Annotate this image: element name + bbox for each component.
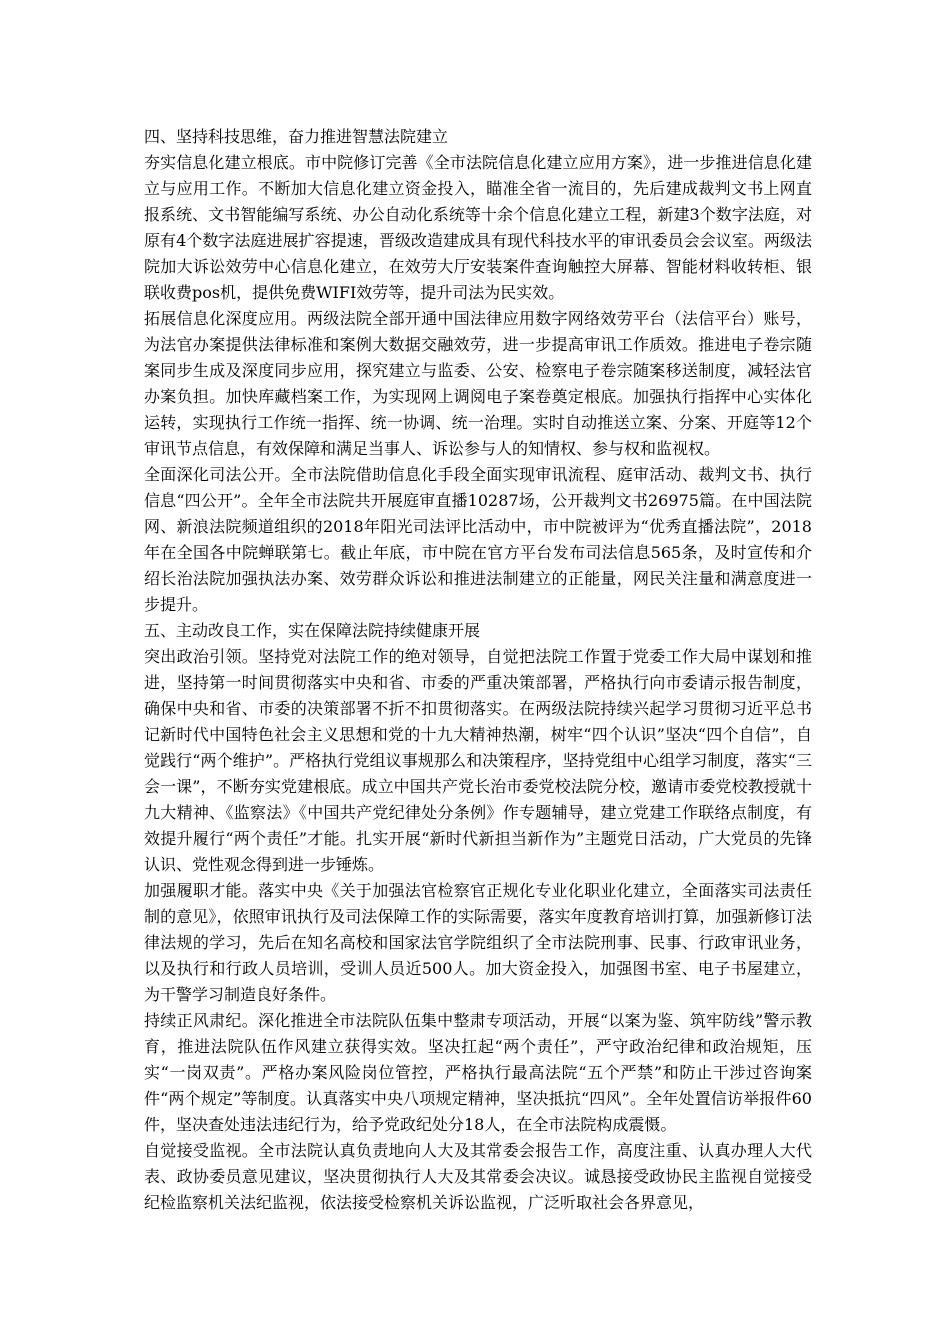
paragraph: 突出政治引领。坚持党对法院工作的绝对领导，自觉把法院工作置于党委工作大局中谋划和推进，坚持第一时间贯彻落实中央和省、市委的严重决策部署，严格执行向市委请示报告制度，确保中央和省、市委的决策部署不折不扣贯彻落实。在两级法院持续兴起学习贯彻习近平总书记新时代中国特色社会主义思想和党的十九大精神热潮，树牢“四个认识”坚决“四个自信”，自觉践行“两个维护”。严格执行党组议事规那么和决策程序，坚持党组中心组学习制度，落实“三会一课”，不断夯实党建根底。成立中国共产党长治市委党校法院分校，邀请市委党校教授就十九大精神、《监察法》《中国共产党纪律处分条例》作专题辅导，建立党建工作联络点制度，有效提升履行“两个责任”才能。扎实开展“新时代新担当新作为”主题党日活动，广大党员的先锋认识、党性观念得到进一步锤炼。 <box>144 647 812 874</box>
document-body <box>144 124 812 1216</box>
paragraph: 夯实信息化建立根底。市中院修订完善《全市法院信息化建立应用方案》，进一步推进信息化建立与应用工作。不断加大信息化建立资金投入，瞄准全省一流目的，先后建成裁判文书上网直报系统、文书智能编写系统、办公自动化系统等十余个信息化建立工程，新建3个数字法庭，对原有4个数字法庭进展扩容提速，晋级改造建成具有现代科技水平的审讯委员会会议室。两级法院加大诉讼效劳中心信息化建立，在效劳大厅安装案件查询触控大屏幕、智能材料收转柜、银联收费pos机，提供免费WIFI效劳等，提升司法为民实效。 <box>144 153 812 302</box>
paragraph: 加强履职才能。落实中央《关于加强法官检察官正规化专业化职业化建立，全面落实司法责任制的意见》，依照审讯执行及司法保障工作的实际需要，落实年度教育培训打算，加强新修订法律法规的学习，先后在知名高校和国家法官学院组织了全市法院刑事、民事、行政审讯业务，以及执行和行政人员培训，受训人员近500人。加大资金投入，加强图书室、电子书屋建立，为干警学习制造良好条件。 <box>144 881 812 1004</box>
paragraph: 全面深化司法公开。全市法院借助信息化手段全面实现审讯流程、庭审活动、裁判文书、执行信息“四公开”。全年全市法院共开展庭审直播10287场，公开裁判文书26975篇。在中国法院网、新浪法院频道组织的2018年阳光司法评比活动中，市中院被评为“优秀直播法院”，2018年在全国各中院蝉联第七。截止年底，市中院在官方平台发布司法信息565条，及时宣传和介绍长治法院加强执法办案、效劳群众诉讼和推进法制建立的正能量，网民关注量和满意度进一步提升。 <box>144 465 812 614</box>
paragraph: 持续正风肃纪。深化推进全市法院队伍集中整肃专项活动，开展“以案为鉴、筑牢防线”警示教育，推进法院队伍作风建立获得实效。坚决扛起“两个责任”，严守政治纪律和政治规矩，压实“一岗双责”。严格办案风险岗位管控，严格执行最高法院“五个严禁”和防止干涉过咨询案件“两个规定”等制度。认真落实中央八项规定精神，坚决抵抗“四风”。全年处置信访举报件60件，坚决查处违法违纪行为，给予党政纪处分18人，在全市法院构成震慑。 <box>144 1011 812 1134</box>
section-heading: 五、主动改良工作，实在保障法院持续健康开展 <box>144 621 481 640</box>
section-heading: 四、坚持科技思维，奋力推进智慧法院建立 <box>144 127 449 146</box>
paragraph: 自觉接受监视。全市法院认真负责地向人大及其常委会报告工作，高度注重、认真办理人大代表、政协委员意见建议，坚决贯彻执行人大及其常委会决议。诚恳接受政协民主监视自觉接受纪检监察机关法纪监视，依法接受检察机关诉讼监视，广泛听取社会各界意见， <box>144 1141 812 1212</box>
paragraph: 拓展信息化深度应用。两级法院全部开通中国法律应用数字网络效劳平台（法信平台）账号，为法官办案提供法律标准和案例大数据交融效劳，进一步提高审讯工作质效。推进电子卷宗随案同步生成及深度同步应用，探究建立与监委、公安、检察电子卷宗随案移送制度，减轻法官办案负担。加快库藏档案工作，为实现网上调阅电子案卷奠定根底。加强执行指挥中心实体化运转，实现执行工作统一指挥、统一协调、统一治理。实时自动推送立案、分案、开庭等12个审讯节点信息，有效保障和满足当事人、诉讼参与人的知情权、参与权和监视权。 <box>144 309 812 458</box>
